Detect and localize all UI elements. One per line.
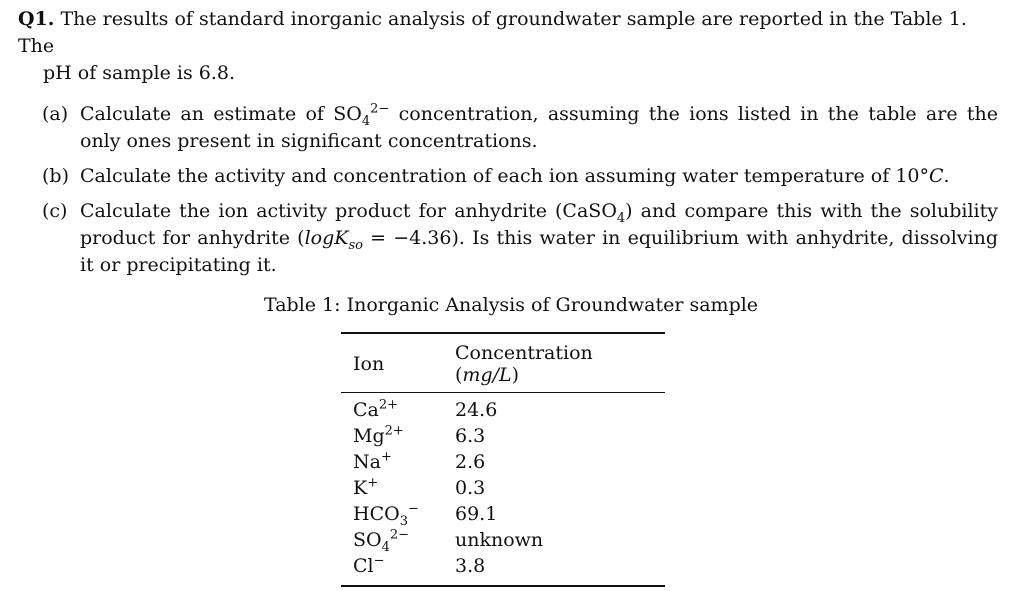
part-a-sup: 2− [370, 101, 390, 117]
part-b-text [80, 163, 998, 190]
part-c-mid: ) and compare this with the solubility product for anhydrite ( [80, 200, 998, 249]
table-row [341, 475, 665, 501]
ion-symbol: Cl [353, 555, 374, 577]
question-intro-line1: The results of standard inorganic analysis of groundwater sample are reported in the Table 1. The [18, 8, 967, 57]
table-row [341, 553, 665, 586]
ion-charge: 2+ [378, 397, 399, 413]
table-header-row [341, 333, 665, 393]
part-c-k-main: logK [304, 227, 349, 249]
part-a [18, 101, 998, 155]
header-concentration [443, 333, 665, 393]
ion-cell [341, 501, 443, 527]
concentration-cell: unknown [455, 529, 544, 551]
table-row [341, 423, 665, 449]
ion-cell [341, 475, 443, 501]
ion-symbol: Mg [353, 425, 385, 447]
concentration-cell: 24.6 [455, 399, 498, 421]
part-a-post: concentration, assuming the ions listed in the table are the only ones present in significant concentrations. [80, 103, 999, 152]
part-b-unit: C [929, 165, 944, 187]
ion-symbol: Ca [353, 399, 379, 421]
concentration-cell: 2.6 [455, 451, 486, 473]
part-a-pre: Calculate an estimate of SO [80, 103, 362, 125]
part-b-label: (b) [42, 165, 69, 187]
part-b-end: . [943, 165, 950, 187]
question-intro-line2: pH of sample is 6.8. [43, 62, 236, 84]
ion-charge: 2+ [384, 423, 404, 439]
ion-charge: − [373, 553, 385, 569]
ion-symbol: K [353, 477, 368, 499]
ion-symbol: HCO [353, 503, 400, 525]
table-caption: Table 1: Inorganic Analysis of Groundwater sample [264, 294, 759, 316]
table-row [341, 501, 665, 527]
part-a-text [80, 101, 998, 155]
part-b-pre: Calculate the activity and concentration of each ion assuming water temperature of 10° [80, 165, 929, 187]
part-a-sub: 4 [361, 113, 371, 129]
header-concentration-label: Concentration ( [455, 342, 593, 386]
table-row [341, 527, 665, 553]
ion-cell [341, 423, 443, 449]
table-row [341, 449, 665, 475]
ion-charge: + [367, 475, 379, 491]
header-ion: Ion [341, 333, 443, 393]
part-c-pre: Calculate the ion activity product for anhydrite (CaSO [80, 200, 617, 222]
question-parts [18, 101, 998, 279]
part-c-post: = −4.36). Is this water in equilibrium with anhydrite, dissolving it or precipitating it. [80, 227, 998, 276]
part-c-k-sub: so [348, 237, 363, 253]
ion-charge: − [407, 501, 419, 517]
part-c-text [80, 198, 998, 279]
ion-symbol: Na [353, 451, 381, 473]
part-c [18, 198, 998, 279]
ion-cell [341, 449, 443, 475]
ion-cell [341, 527, 443, 553]
concentration-cell: 69.1 [455, 503, 498, 525]
header-concentration-close: ) [511, 364, 520, 386]
ion-charge: 2− [389, 527, 410, 543]
ion-symbol: SO [353, 529, 382, 551]
part-a-label: (a) [42, 103, 69, 125]
ion-cell [341, 393, 443, 424]
concentration-cell: 3.8 [443, 553, 665, 586]
ion-sub: 3 [399, 513, 408, 529]
question-block [18, 6, 998, 287]
ion-sub: 4 [381, 539, 390, 555]
part-c-sub: 4 [616, 210, 626, 226]
concentration-cell: 0.3 [455, 477, 486, 499]
question-number: Q1. [18, 8, 55, 30]
header-concentration-unit: mg/L [462, 364, 512, 386]
concentration-cell: 6.3 [455, 425, 486, 447]
question-intro [18, 6, 998, 87]
ion-charge: + [380, 449, 392, 465]
ion-table [341, 332, 665, 587]
part-b [18, 163, 998, 190]
part-c-label: (c) [42, 200, 68, 222]
ion-cell [341, 553, 443, 586]
table-row [341, 393, 665, 424]
